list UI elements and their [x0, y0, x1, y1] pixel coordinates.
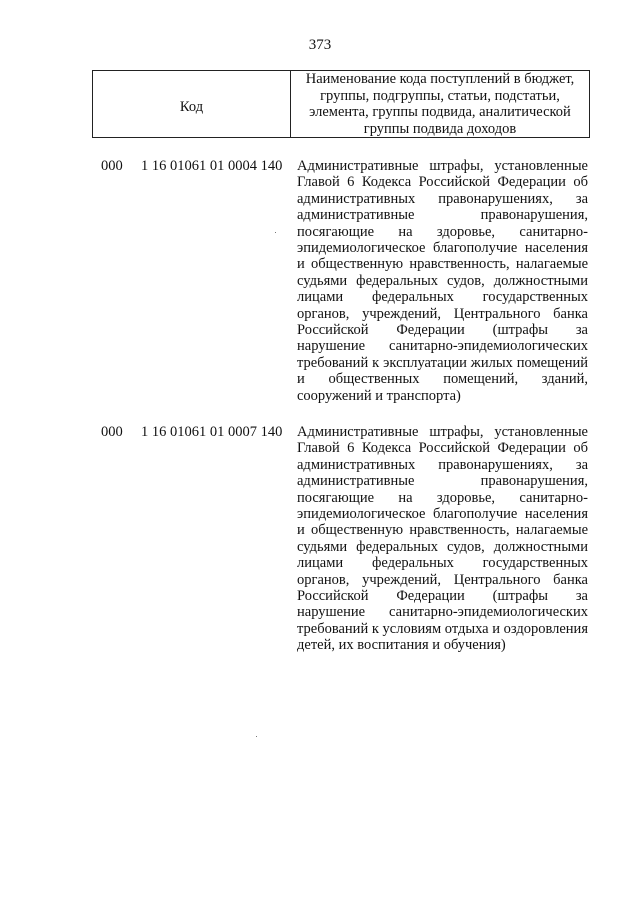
admin-code: 000	[101, 158, 123, 174]
description-line: посягающие на здоровье, санитарно-	[297, 489, 588, 506]
scan-speck	[275, 232, 276, 233]
page-number: 373	[308, 37, 332, 53]
description-line: Главой 6 Кодекса Российской Федерации об	[297, 440, 588, 457]
description-line: эпидемиологическое благополучие населения	[297, 240, 588, 257]
description-line: административных правонарушениях, за	[297, 456, 588, 473]
description-line: и общественную нравственность, налагаемые	[297, 522, 588, 539]
description-line: органов, учреждений, Центрального банка	[297, 305, 588, 322]
scan-speck	[256, 736, 257, 737]
header-name-line: группы, подгруппы, статьи, подстатьи,	[320, 87, 560, 104]
description-line: сооружений и транспорта)	[297, 387, 461, 404]
description-line: административных правонарушениях, за	[297, 190, 588, 207]
header-name-text	[306, 71, 575, 137]
revenue-description	[297, 424, 588, 654]
revenue-description	[297, 158, 588, 404]
description-line: и общественную нравственность, налагаемые	[297, 256, 588, 273]
description-line: Административные штрафы, установленные	[297, 424, 588, 440]
description-line: судьями федеральных судов, должностными	[297, 538, 588, 555]
description-line: требований к условиям отдыха и оздоровления	[297, 620, 588, 637]
description-line: Административные штрафы, установленные	[297, 158, 588, 174]
description-line: органов, учреждений, Центрального банка	[297, 571, 588, 588]
table-header	[92, 70, 590, 138]
header-name-line: элемента, группы подвида, аналитической	[309, 104, 571, 120]
description-line: нарушение санитарно-эпидемиологических	[297, 338, 588, 355]
header-name-line: Наименование кода поступлений в бюджет,	[305, 71, 575, 87]
description-line: административные правонарушения,	[297, 207, 588, 224]
description-line: лицами федеральных государственных	[297, 555, 588, 572]
description-line: нарушение санитарно-эпидемиологических	[297, 604, 588, 621]
description-line: Главой 6 Кодекса Российской Федерации об	[297, 174, 588, 191]
revenue-code: 1 16 01061 01 0007 140	[141, 424, 283, 440]
description-line: требований к эксплуатации жилых помещений	[297, 354, 588, 371]
description-line: и общественных помещений, зданий,	[297, 371, 588, 388]
description-line: административные правонарушения,	[297, 473, 588, 490]
description-line: эпидемиологическое благополучие населения	[297, 506, 588, 523]
description-line: судьями федеральных судов, должностными	[297, 272, 588, 289]
revenue-code: 1 16 01061 01 0004 140	[141, 158, 283, 174]
description-line: детей, их воспитания и обучения)	[297, 637, 506, 654]
admin-code: 000	[101, 424, 123, 440]
description-line: лицами федеральных государственных	[297, 289, 588, 306]
header-name-cell	[291, 71, 589, 137]
description-line: Российской Федерации (штрафы за	[297, 322, 588, 339]
description-line: посягающие на здоровье, санитарно-	[297, 223, 588, 240]
header-code-cell: Код	[93, 71, 291, 137]
header-name-line: группы подвида доходов	[363, 120, 517, 137]
description-line: Российской Федерации (штрафы за	[297, 588, 588, 605]
